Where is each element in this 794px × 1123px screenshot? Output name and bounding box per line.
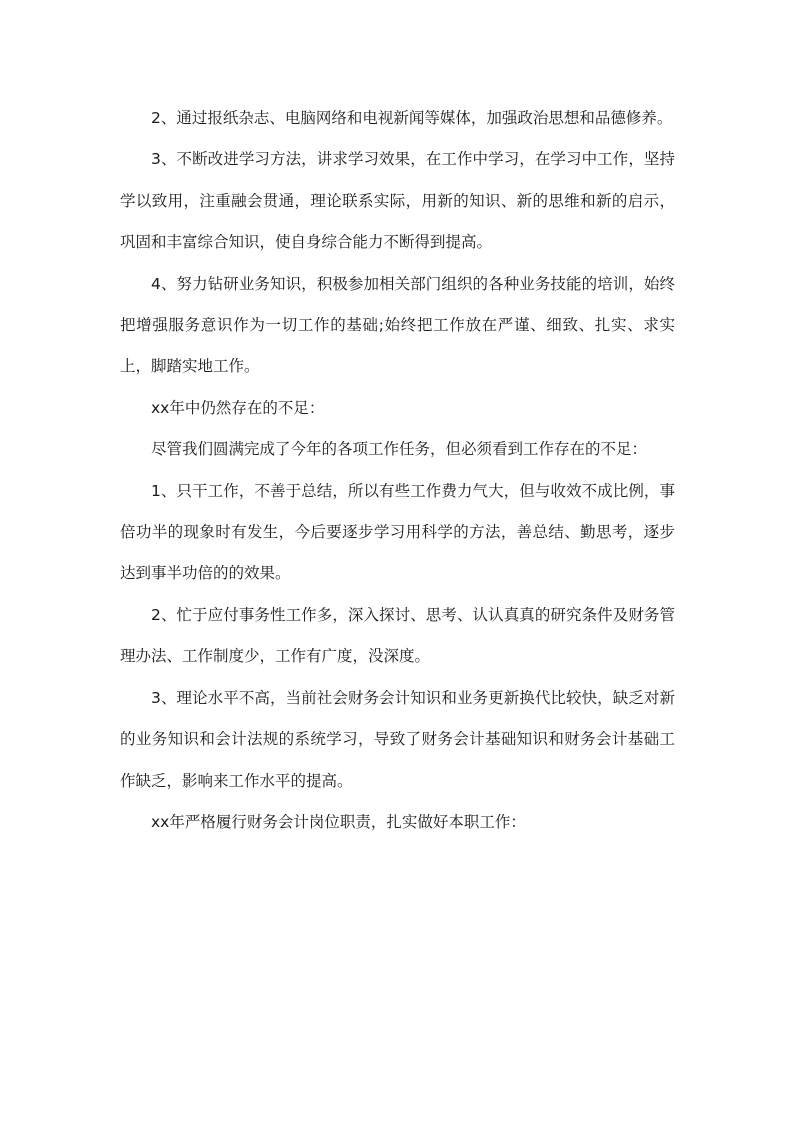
heading-shortcomings: xx年中仍然存在的不足：: [151, 398, 325, 417]
paragraph-shortcoming-1: 1、只干工作，不善于总结，所以有些工作费力气大，但与收效不成比例，事倍功半的现象时有发生，今后要逐步学习用科学的方法，善总结、勤思考，逐步达到事半功倍的的效果。: [120, 481, 675, 583]
paragraph-study-media: 2、通过报纸杂志、电脑网络和电视新闻等媒体，加强政治思想和品德修养。: [151, 109, 673, 127]
paragraph-shortcomings-intro: 尽管我们圆满完成了今年的各项工作任务，但必须看到工作存在的不足：: [151, 440, 648, 459]
paragraph-shortcoming-3: 3、理论水平不高，当前社会财务会计知识和业务更新换代比较快，缺乏对新的业务知识和会计法规的系统学习，导致了财务会计基础知识和财务会计基础工作缺乏，影响来工作水平的提高。: [120, 688, 675, 790]
paragraph-shortcoming-2: 2、忙于应付事务性工作多，深入探讨、思考、认认真真的研究条件及财务管理办法、工作制度少，工作有广度，没深度。: [120, 605, 675, 666]
paragraph-business-knowledge: 4、努力钻研业务知识，积极参加相关部门组织的各种业务技能的培训，始终把增强服务意识作为一切工作的基础;始终把工作放在严谨、细致、扎实、求实上，脚踏实地工作。: [120, 274, 675, 376]
document-page: [120, 98, 675, 843]
heading-duties: xx年严格履行财务会计岗位职责，扎实做好本职工作：: [151, 812, 526, 831]
paragraph-study-methods: 3、不断改进学习方法，讲求学习效果，在工作中学习，在学习中工作，坚持学以致用，注重融会贯通，理论联系实际，用新的知识、新的思维和新的启示，巩固和丰富综合知识，使自身综合能力不断得到提高。: [120, 150, 675, 252]
